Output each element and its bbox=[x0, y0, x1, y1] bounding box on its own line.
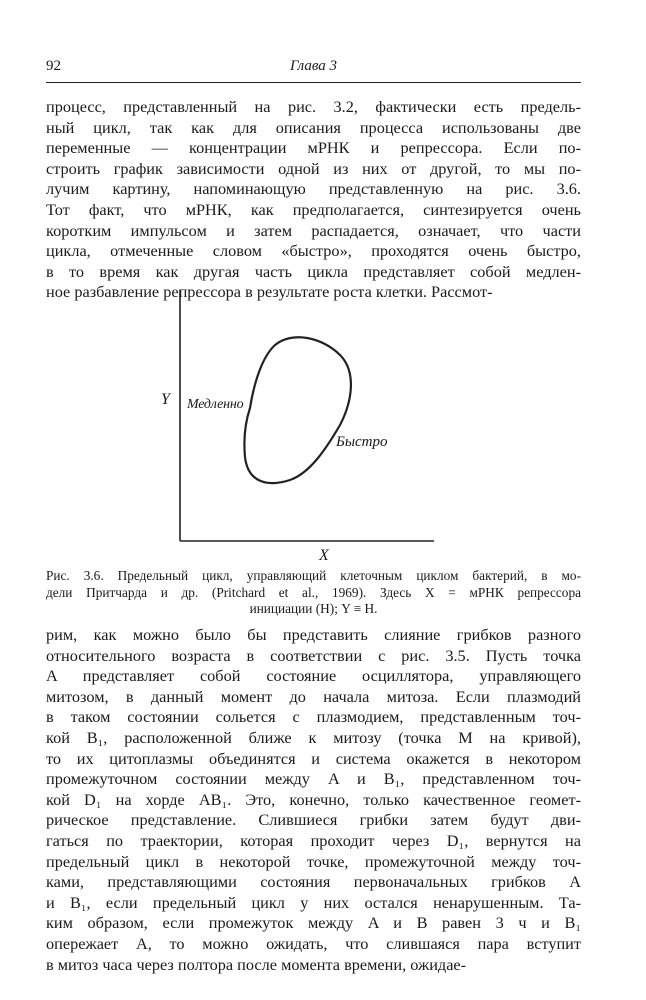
text-line: кой D₁ на хорде AB₁. Это, конечно, только качественное геомет- bbox=[46, 789, 581, 809]
text-line: в таком состоянии сольется с плазмодием, представленным точ- bbox=[46, 707, 581, 727]
text-line: опережает A, то можно ожидать, что слившаяся пара вступит bbox=[46, 933, 581, 953]
text-line: коротким импульсом и затем распадается, означает, что части bbox=[46, 220, 581, 240]
caption-line: инициации (H); Y ≡ H. bbox=[249, 601, 378, 616]
text-line: рим, как можно было бы представить слияние грибков разного bbox=[46, 625, 581, 644]
text-line: в митоз часа через полтора после момента времени, ожидае- bbox=[46, 954, 467, 974]
text-line: и B₁, если предельный цикл у них остался ненарушенным. Та- bbox=[46, 892, 581, 912]
text-line: Тот факт, что мРНК, как предполагается, синтезируется очень bbox=[46, 199, 581, 219]
paragraph-bottom bbox=[46, 625, 581, 975]
text-line: митозом, в данный момент до начала митоза. Если плазмодий bbox=[46, 686, 581, 706]
text-line: относительного возраста в соответствии с рис. 3.5. Пусть точка bbox=[46, 645, 581, 665]
text-line: ким образом, если промежуток между A и B равен 3 ч и B₁ bbox=[46, 913, 581, 933]
page-number: 92 bbox=[46, 58, 61, 74]
text-line: ками, представляющими состояния первоначальных грибков A bbox=[46, 872, 581, 892]
text-line: то их цитоплазмы объединятся и система окажется в некотором bbox=[46, 748, 581, 768]
text-line: рическое представление. Слившиеся грибки затем будут дви- bbox=[46, 810, 581, 830]
fast-label: Быстро bbox=[336, 434, 388, 450]
text-line: переменные — концентрации мРНК и репрессора. Если по- bbox=[46, 138, 581, 158]
text-line: в то время как другая часть цикла представляет собой медлен- bbox=[46, 261, 581, 281]
figure-caption bbox=[46, 568, 581, 618]
caption-line: Рис. 3.6. Предельный цикл, управляющий клеточным циклом бактерий, в мо- bbox=[46, 568, 581, 583]
text-line: лучим картину, напоминающую представленную на рис. 3.6. bbox=[46, 179, 581, 199]
page-header bbox=[46, 58, 581, 83]
limit-cycle-curve bbox=[244, 337, 351, 483]
text-line: промежуточном состоянии между A и B₁, представленном точ- bbox=[46, 769, 581, 789]
text-line: процесс, представленный на рис. 3.2, фактически есть предель- bbox=[46, 97, 581, 116]
text-line: цикла, отмеченные словом «быстро», проходятся очень быстро, bbox=[46, 241, 581, 261]
text-line: ный цикл, так как для описания процесса использованы две bbox=[46, 117, 581, 137]
caption-line: дели Притчарда и др. (Pritchard et al., 1969). Здесь X = мРНК репрессора bbox=[46, 584, 581, 600]
limit-cycle-plot bbox=[150, 285, 450, 570]
text-line: A представляет собой состояние осциллятора, управляющего bbox=[46, 666, 581, 686]
text-line: ное разбавление репрессора в результате роста клетки. Рассмот- bbox=[46, 282, 493, 302]
paragraph-top bbox=[46, 97, 581, 303]
text-line: предельный цикл в некоторой точке, промежуточной между точ- bbox=[46, 851, 581, 871]
y-axis-label: Y bbox=[161, 391, 170, 408]
text-line: строить график зависимости одной из них от другой, то мы по- bbox=[46, 158, 581, 178]
chapter-title: Глава 3 bbox=[289, 58, 338, 74]
figure-limit-cycle bbox=[150, 285, 450, 570]
x-axis-label: X bbox=[319, 547, 329, 564]
slow-label: Медленно bbox=[187, 397, 244, 412]
text-line: кой B₁, расположенной ближе к митозу (точка M на кривой), bbox=[46, 727, 581, 747]
text-line: гаться по траектории, которая проходит через D₁, вернутся на bbox=[46, 830, 581, 850]
